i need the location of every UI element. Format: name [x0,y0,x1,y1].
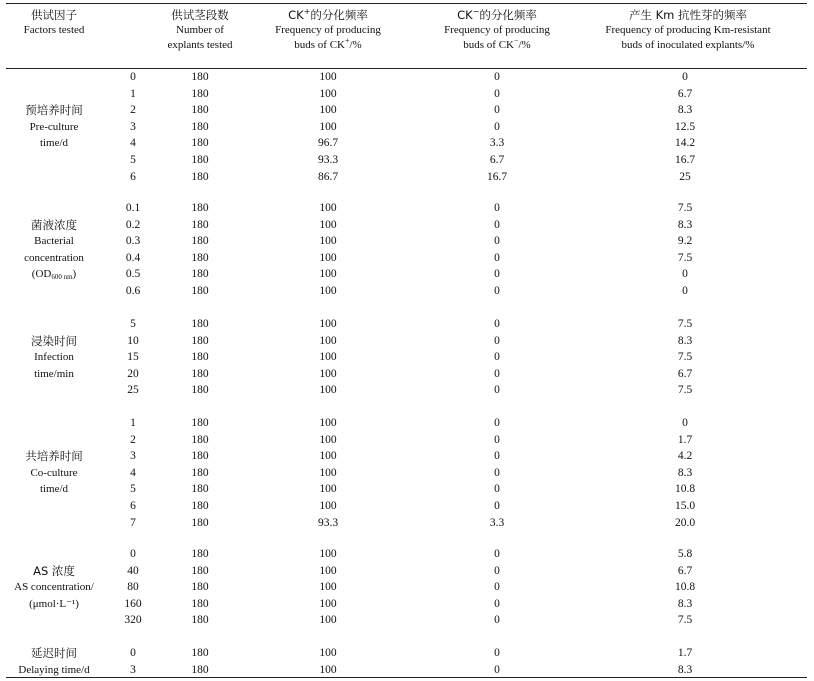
ckplus-freq-cell: 100 [319,87,337,100]
level-cell: 40 [127,564,139,577]
ckplus-freq-cell: 100 [319,663,337,676]
ckplus-freq-cell: 100 [319,120,337,133]
explants-cell: 180 [191,614,209,627]
km-freq-cell: 0 [682,285,688,297]
ckminus-freq-cell: 0 [494,104,500,117]
km-freq-cell: 7.5 [677,614,693,627]
level-cell: 0 [130,647,136,659]
ckminus-freq-cell: 0 [494,285,500,297]
ckminus-freq-cell: 0 [494,581,500,594]
ckminus-freq-cell: 0 [494,597,500,610]
km-freq-cell: 10.8 [674,581,696,594]
explants-cell: 180 [191,268,209,281]
ckplus-freq-cell: 100 [319,235,337,248]
explants-cell: 180 [191,384,209,397]
level-cell: 25 [127,384,139,397]
ckplus-freq-cell: 100 [319,564,337,577]
level-cell: 3 [130,663,136,676]
explants-cell: 180 [191,202,209,214]
km-freq-cell: 25 [679,170,691,183]
level-cell: 80 [127,581,139,594]
factor-label-subscript: 600 nm [51,273,73,282]
explants-cell: 180 [191,154,209,166]
factor-label [0,102,108,152]
km-freq-cell: 7.5 [677,202,693,214]
level-cell: 320 [124,614,142,627]
ckminus-freq-cell: 0 [494,71,500,83]
factor-label-line: Pre-culture [29,120,79,133]
ckminus-freq-cell: 0 [494,433,500,446]
explants-cell: 180 [191,500,209,512]
header-ckplus-cn-text: 的分化频率 [310,8,368,22]
level-cell: 1 [130,417,136,429]
factor-label-pre: (OD [31,268,52,281]
explants-cell: 180 [191,104,209,117]
header-km-cn: 产生 Km 抗性芽的频率 [628,8,748,22]
explants-cell: 180 [191,218,209,231]
explants-cell: 180 [191,71,209,83]
factor-label-line: 预培养时间 [25,103,83,118]
km-freq-cell: 7.5 [677,351,693,364]
ckplus-freq-cell: 96.7 [317,137,339,150]
ckminus-freq-cell: 16.7 [486,170,508,183]
factor-label-line: 菌液浓度 [31,217,77,232]
ckminus-freq-cell: 0 [494,218,500,231]
ckplus-freq-cell: 100 [319,500,337,512]
header-ckminus-cn [427,8,567,23]
km-freq-cell: 8.3 [677,466,693,479]
factor-label-line: Bacterial [34,235,74,248]
km-freq-cell: 4.2 [677,450,693,463]
factor-label-post: ) [72,268,77,281]
top-rule [6,3,807,4]
factor-label-line: AS 浓度 [33,563,75,578]
ckminus-freq-cell: 0 [494,384,500,397]
level-cell: 1 [130,87,136,100]
level-cell: 0 [130,71,136,83]
km-freq-cell: 8.3 [677,663,693,676]
header-number-en1: Number of [176,24,224,36]
explants-cell: 180 [191,548,209,560]
explants-cell: 180 [191,663,209,676]
km-freq-cell: 10.8 [674,483,696,496]
explants-cell: 180 [191,466,209,479]
ckplus-freq-cell: 100 [319,251,337,264]
header-ckminus-en2 [427,38,567,53]
level-cell: 0.5 [125,268,141,281]
km-freq-cell: 8.3 [677,218,693,231]
explants-cell: 180 [191,235,209,248]
ckplus-freq-cell: 100 [319,218,337,231]
header-number-en2: explants tested [167,39,233,51]
ckplus-freq-cell: 100 [319,334,337,347]
level-cell: 6 [130,500,136,512]
level-cell: 5 [130,483,136,496]
km-freq-cell: 9.2 [677,235,693,248]
header-ckminus-en1: Frequency of producing [444,24,550,36]
ckplus-freq-cell: 100 [319,597,337,610]
km-freq-cell: 6.7 [677,367,693,380]
ckplus-freq-cell: 100 [319,433,337,446]
explants-cell: 180 [191,334,209,347]
header-km-en2: buds of inoculated explants/% [621,39,755,51]
ckplus-freq-cell: 100 [319,71,337,83]
ckminus-freq-cell: 3.3 [489,137,505,150]
ckplus-freq-cell: 100 [319,548,337,560]
header-ckminus-cn-text: 的分化频率 [479,8,537,22]
header-ckplus-en2-text: buds of CK [294,39,345,51]
ckplus-freq-cell: 100 [319,581,337,594]
minus-sup: − [472,7,480,16]
ckplus-freq-cell: 93.3 [317,154,339,166]
km-freq-cell: 6.7 [677,87,693,100]
factor-label [0,448,108,498]
factor-label-line: 共培养时间 [25,449,83,464]
ckminus-freq-cell: 0 [494,614,500,627]
level-cell: 7 [130,516,136,529]
level-cell: 10 [127,334,139,347]
factor-label-line: 延迟时间 [31,646,77,660]
ck-label: CK [457,8,473,22]
km-freq-cell: 14.2 [674,137,696,150]
level-cell: 0.2 [125,218,141,231]
explants-cell: 180 [191,170,209,183]
explants-cell: 180 [191,433,209,446]
ckplus-freq-cell: 100 [319,268,337,281]
ckminus-freq-cell: 0 [494,564,500,577]
header-number [150,8,250,53]
explants-cell: 180 [191,87,209,100]
ckplus-freq-cell: 100 [319,318,337,330]
km-freq-cell: 15.0 [674,500,696,512]
level-cell: 20 [127,367,139,380]
header-km [588,8,788,53]
ckminus-freq-cell: 0 [494,120,500,133]
explants-cell: 180 [191,564,209,577]
header-factors [4,8,104,38]
ckminus-freq-cell: 0 [494,663,500,676]
km-freq-cell: 0 [682,71,688,83]
header-ckminus [427,8,567,53]
factor-label [0,217,108,283]
level-cell: 4 [130,466,136,479]
ckminus-freq-cell: 6.7 [489,154,505,166]
ckplus-freq-cell: 100 [319,417,337,429]
ckplus-freq-cell: 100 [319,202,337,214]
level-cell: 0.6 [125,285,141,297]
factor-label-line: Infection [34,351,74,364]
km-freq-cell: 5.8 [677,548,693,560]
ckminus-freq-cell: 0 [494,318,500,330]
level-cell: 5 [130,154,136,166]
ckminus-freq-cell: 0 [494,500,500,512]
explants-cell: 180 [191,367,209,380]
km-freq-cell: 0 [682,268,688,281]
explants-cell: 180 [191,581,209,594]
factor-label-line: (μmol·L⁻¹) [29,597,79,610]
ckplus-freq-cell: 100 [319,384,337,397]
km-freq-cell: 1.7 [677,433,693,446]
km-freq-cell: 7.5 [677,251,693,264]
factor-label-line: Delaying time/d [18,663,90,676]
ckminus-freq-cell: 0 [494,483,500,496]
ckplus-freq-cell: 100 [319,367,337,380]
header-ckplus [258,8,398,53]
minus-sup: − [513,36,519,45]
header-ckplus-cn [258,8,398,23]
explants-cell: 180 [191,516,209,529]
km-freq-cell: 1.7 [677,647,693,659]
ckplus-freq-cell: 100 [319,450,337,463]
km-freq-cell: 8.3 [677,597,693,610]
explants-cell: 180 [191,120,209,133]
km-freq-cell: 6.7 [677,564,693,577]
ckplus-freq-cell: 100 [319,466,337,479]
plus-sup: + [303,7,311,16]
level-cell: 0.4 [125,251,141,264]
level-cell: 160 [124,597,142,610]
ckplus-freq-cell: 100 [319,483,337,496]
ckplus-freq-cell: 100 [319,614,337,627]
ckminus-freq-cell: 0 [494,351,500,364]
factor-label-line: AS concentration/ [14,581,94,594]
explants-cell: 180 [191,597,209,610]
header-ckplus-en1: Frequency of producing [275,24,381,36]
level-cell: 3 [130,450,136,463]
level-cell: 15 [127,351,139,364]
factor-label [0,645,108,678]
ckminus-freq-cell: 0 [494,202,500,214]
ckminus-freq-cell: 0 [494,417,500,429]
ckminus-freq-cell: 3.3 [489,516,505,529]
ckminus-freq-cell: 0 [494,548,500,560]
explants-cell: 180 [191,251,209,264]
ckminus-freq-cell: 0 [494,367,500,380]
km-freq-cell: 20.0 [674,516,696,529]
km-freq-cell: 7.5 [677,318,693,330]
ckplus-freq-cell: 100 [319,285,337,297]
factor-label [0,333,108,383]
factor-label-line [0,266,108,283]
ckminus-freq-cell: 0 [494,466,500,479]
factor-label [0,563,108,613]
ckminus-freq-cell: 0 [494,251,500,264]
factor-label-line: 浸染时间 [31,333,77,348]
level-cell: 2 [130,433,136,446]
level-cell: 3 [130,120,136,133]
header-factors-en: Factors tested [23,24,85,36]
ckplus-freq-cell: 100 [319,104,337,117]
explants-cell: 180 [191,417,209,429]
km-freq-cell: 8.3 [677,334,693,347]
ckplus-freq-cell: 86.7 [317,170,339,183]
ckminus-freq-cell: 0 [494,647,500,659]
factor-label-line: Co-culture [30,466,78,479]
explants-cell: 180 [191,318,209,330]
level-cell: 6 [130,170,136,183]
header-factors-cn: 供试因子 [31,8,77,22]
header-ckplus-en2 [258,38,398,53]
factor-label-line: time/min [34,367,74,380]
ckminus-freq-cell: 0 [494,87,500,100]
header-km-en1: Frequency of producing Km-resistant [605,24,771,36]
level-cell: 4 [130,137,136,150]
explants-cell: 180 [191,351,209,364]
km-freq-cell: 12.5 [674,120,696,133]
ckplus-freq-cell: 100 [319,351,337,364]
level-cell: 0 [130,548,136,560]
ckminus-freq-cell: 0 [494,235,500,248]
header-number-cn: 供试茎段数 [171,8,229,22]
level-cell: 5 [130,318,136,330]
header-ckminus-en2-text: buds of CK [463,39,514,51]
pct-label: /% [518,39,531,51]
km-freq-cell: 0 [682,417,688,429]
explants-cell: 180 [191,483,209,496]
explants-cell: 180 [191,137,209,150]
ckminus-freq-cell: 0 [494,268,500,281]
explants-cell: 180 [191,285,209,297]
ckplus-freq-cell: 93.3 [317,516,339,529]
km-freq-cell: 7.5 [677,384,693,397]
km-freq-cell: 16.7 [674,154,696,166]
km-freq-cell: 8.3 [677,104,693,117]
explants-cell: 180 [191,647,209,659]
ckplus-freq-cell: 100 [319,647,337,659]
level-cell: 0.3 [125,235,141,248]
factor-label-line: time/d [39,483,69,496]
level-cell: 2 [130,104,136,117]
explants-cell: 180 [191,450,209,463]
plus-sup: + [344,36,350,45]
factor-label-line: time/d [39,137,69,150]
ckminus-freq-cell: 0 [494,334,500,347]
ck-label: CK [288,8,304,22]
pct-label: /% [349,39,362,51]
factor-label-line: concentration [24,251,84,264]
ckminus-freq-cell: 0 [494,450,500,463]
level-cell: 0.1 [125,202,141,214]
